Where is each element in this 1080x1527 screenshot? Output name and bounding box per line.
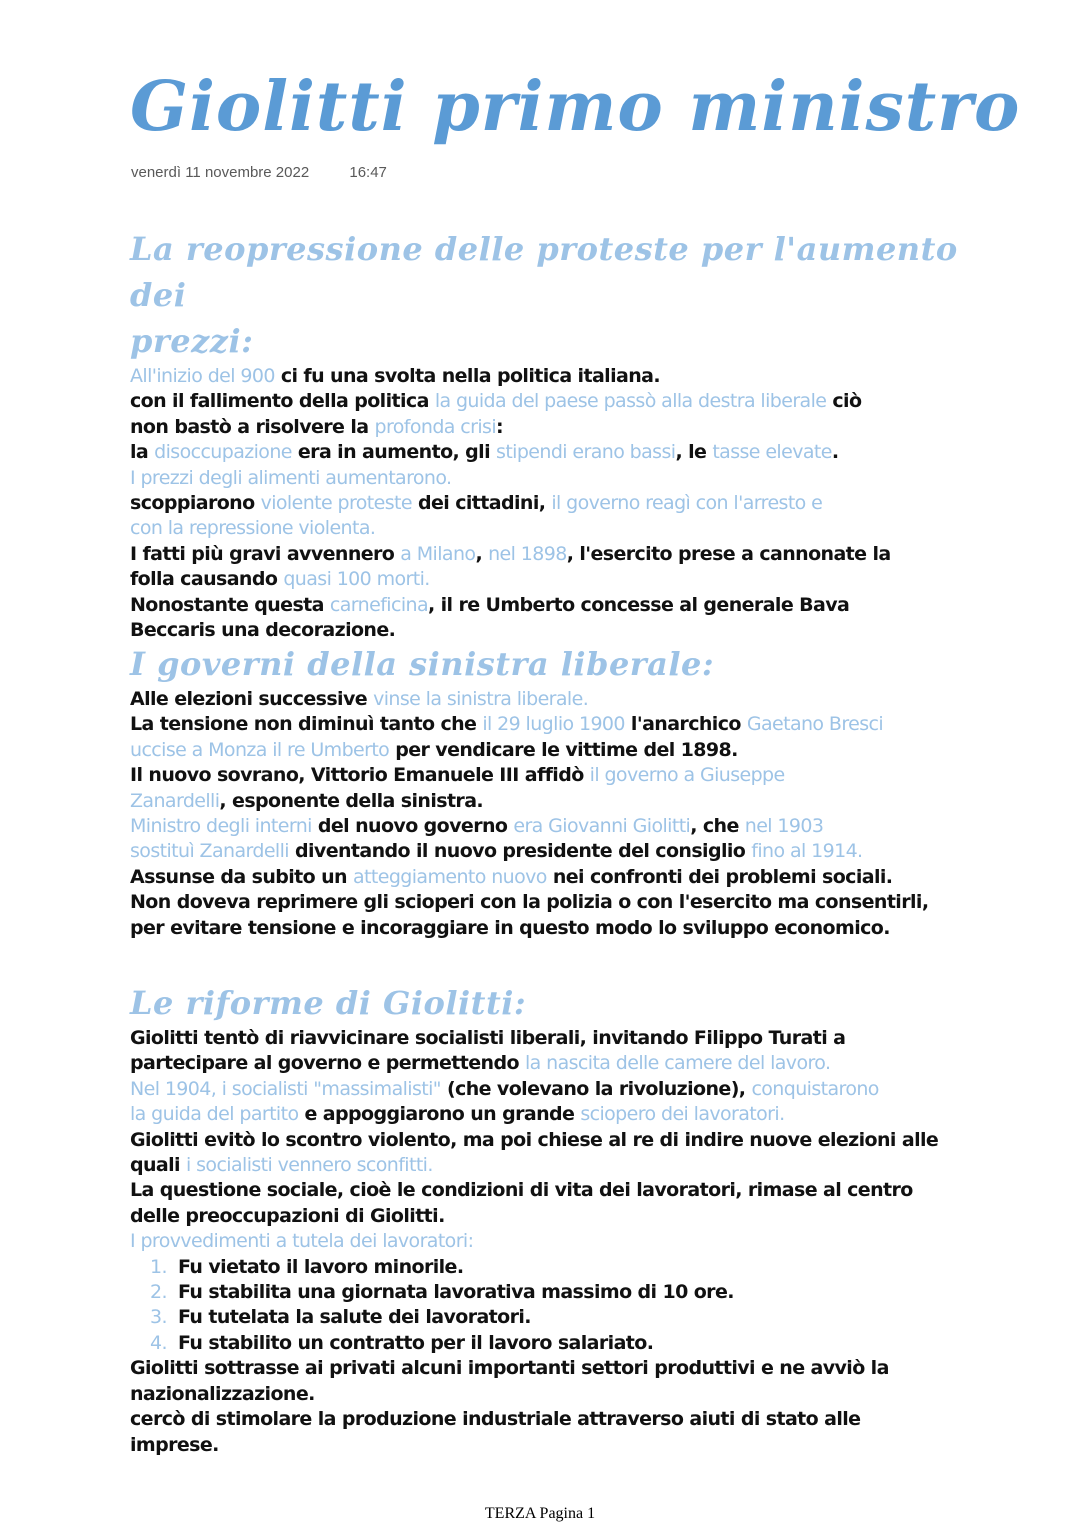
body-text: nazionalizzazione. xyxy=(130,1382,315,1405)
text-line xyxy=(130,491,1000,516)
highlight-text: Ministro degli interni xyxy=(130,815,312,838)
text-line xyxy=(130,1102,1000,1127)
body-text: per evitare tensione e incoraggiare in questo modo lo sviluppo economico. xyxy=(130,916,890,939)
highlight-text: carneficina xyxy=(329,593,428,616)
text-line xyxy=(130,1433,1000,1458)
highlight-text: il governo a Giuseppe xyxy=(589,764,785,787)
body-text: , esponente della sinistra. xyxy=(219,789,484,812)
body-text: Nonostante questa xyxy=(130,593,330,616)
section-body xyxy=(130,364,1000,643)
highlight-text: sciopero dei lavoratori. xyxy=(580,1103,785,1126)
body-text: La tensione non diminuì tanto che xyxy=(130,713,483,736)
text-line xyxy=(130,687,1000,712)
list-number: 1. xyxy=(150,1255,167,1278)
body-text: Assunse da subito un xyxy=(130,865,353,888)
body-text: l'anarchico xyxy=(624,713,747,736)
section-heading-line: La reopressione delle proteste per l'aumento dei xyxy=(130,230,958,314)
body-text: I fatti più gravi avvennero xyxy=(130,542,401,565)
text-line xyxy=(130,814,1000,839)
body-text: Giolitti evitò lo scontro violento, ma poi chiese al re di indire nuove elezioni alle xyxy=(130,1128,939,1151)
text-line xyxy=(130,1178,1000,1203)
body-text: nei confronti dei problemi sociali. xyxy=(546,865,893,888)
body-text: del nuovo governo xyxy=(311,815,514,838)
list-number: 3. xyxy=(150,1306,167,1329)
highlight-text: nel 1898 xyxy=(488,542,567,565)
highlight-text: conquistarono xyxy=(751,1077,879,1100)
body-text: con il fallimento della politica xyxy=(130,390,435,413)
section-heading: Le riforme di Giolitti: xyxy=(130,984,527,1022)
text-line xyxy=(130,1229,1000,1254)
body-text: era in aumento, gli xyxy=(291,441,497,464)
text-line xyxy=(130,364,1000,389)
body-text: La questione sociale, cioè le condizioni di vita dei lavoratori, rimase al centro xyxy=(130,1179,913,1202)
list-text: Fu tutelata la salute dei lavoratori. xyxy=(178,1306,531,1329)
list-item xyxy=(130,1280,1000,1305)
body-text: (che volevano la rivoluzione), xyxy=(440,1077,752,1100)
section-body-after xyxy=(130,1356,1000,1458)
page-time: 16:47 xyxy=(349,164,387,181)
body-text: per vendicare le vittime del 1898. xyxy=(389,738,738,761)
body-text: folla causando xyxy=(130,568,284,591)
body-text: Beccaris una decorazione. xyxy=(130,619,396,642)
list-number: 4. xyxy=(150,1331,167,1354)
text-line xyxy=(130,712,1000,737)
text-line xyxy=(130,440,1000,465)
body-text: la xyxy=(130,441,155,464)
reforms-list xyxy=(130,1255,1000,1357)
body-text: , l'esercito prese a cannonate la xyxy=(566,542,891,565)
highlight-text: i socialisti vennero sconfitti. xyxy=(186,1154,433,1177)
body-text: . xyxy=(831,441,839,464)
highlight-text: profonda crisi xyxy=(374,415,496,438)
highlight-text: Nel 1904, i socialisti "massimalisti" xyxy=(130,1077,441,1100)
highlight-text: quasi 100 morti. xyxy=(283,568,430,591)
highlight-text: stipendi erano bassi xyxy=(496,441,676,464)
text-line xyxy=(130,1382,1000,1407)
list-item xyxy=(130,1331,1000,1356)
body-text: cercò di stimolare la produzione industriale attraverso aiuti di stato alle xyxy=(130,1408,861,1431)
highlight-text: con la repressione violenta. xyxy=(130,517,376,540)
text-line xyxy=(130,865,1000,890)
body-text: Giolitti sottrasse ai privati alcuni importanti settori produttivi e ne avviò la xyxy=(130,1357,889,1380)
text-line xyxy=(130,567,1000,592)
page-footer: TERZA Pagina 1 xyxy=(484,1505,596,1522)
text-line xyxy=(130,1204,1000,1229)
text-line xyxy=(130,1153,1000,1178)
highlight-text: All'inizio del 900 xyxy=(130,365,275,387)
section-repression xyxy=(130,226,1000,643)
body-text: non bastò a risolvere la xyxy=(130,415,375,438)
highlight-text: violente proteste xyxy=(260,492,412,515)
body-text: , il re Umberto concesse al generale Bava xyxy=(427,593,850,616)
list-text: Fu vietato il lavoro minorile. xyxy=(178,1255,464,1278)
body-text: scoppiarono xyxy=(130,492,261,515)
text-line xyxy=(130,516,1000,541)
body-text: Giolitti tentò di riavvicinare socialisti liberali, invitando Filippo Turati a xyxy=(130,1027,846,1049)
body-text: , che xyxy=(690,815,745,838)
highlight-text: il governo reagì con l'arresto e xyxy=(551,492,823,515)
section-heading xyxy=(130,226,1000,364)
highlight-text: I provvedimenti a tutela dei lavoratori: xyxy=(130,1230,474,1253)
highlight-text: il 29 luglio 1900 xyxy=(482,713,625,736)
page-title: Giolitti primo ministro xyxy=(130,67,1021,147)
text-line xyxy=(130,916,1000,941)
text-line xyxy=(130,738,1000,763)
text-line xyxy=(130,763,1000,788)
highlight-text: fino al 1914. xyxy=(751,840,863,863)
text-line xyxy=(130,1356,1000,1381)
section-reforms xyxy=(130,980,1000,1458)
text-line xyxy=(130,789,1000,814)
section-left-governments xyxy=(130,641,1000,941)
body-text: ci fu una svolta nella politica italiana. xyxy=(274,365,660,387)
body-text: e appoggiarono un grande xyxy=(298,1103,581,1126)
section-heading: I governi della sinistra liberale: xyxy=(130,645,715,683)
text-line xyxy=(130,466,1000,491)
highlight-text: Gaetano Bresci xyxy=(746,713,884,736)
highlight-text: tasse elevate xyxy=(712,441,832,464)
list-text: Fu stabilita una giornata lavorativa massimo di 10 ore. xyxy=(178,1281,734,1304)
list-item xyxy=(130,1305,1000,1330)
text-line xyxy=(130,1128,1000,1153)
body-text: , xyxy=(475,542,489,565)
body-text: Alle elezioni successive xyxy=(130,688,374,710)
highlight-text: la guida del partito xyxy=(130,1103,299,1126)
text-line xyxy=(130,593,1000,618)
body-text: : xyxy=(496,415,503,438)
highlight-text: era Giovanni Giolitti xyxy=(513,815,691,838)
section-heading-line: prezzi: xyxy=(130,322,254,360)
body-text: imprese. xyxy=(130,1433,219,1456)
text-line xyxy=(130,415,1000,440)
list-item xyxy=(130,1255,1000,1280)
body-text: diventando il nuovo presidente del consiglio xyxy=(288,840,752,863)
highlight-text: la guida del paese passò alla destra liberale xyxy=(434,390,827,413)
section-body xyxy=(130,1026,1000,1255)
highlight-text: la nascita delle camere del lavoro. xyxy=(524,1052,831,1075)
page-meta xyxy=(131,164,387,181)
highlight-text: sostituì Zanardelli xyxy=(130,840,289,863)
text-line xyxy=(130,542,1000,567)
body-text: quali xyxy=(130,1154,186,1177)
highlight-text: vinse la sinistra liberale. xyxy=(373,688,589,710)
text-line xyxy=(130,1051,1000,1076)
highlight-text: disoccupazione xyxy=(154,441,292,464)
body-text: ciò xyxy=(826,390,862,413)
body-text: delle preoccupazioni di Giolitti. xyxy=(130,1204,445,1227)
text-line xyxy=(130,1077,1000,1102)
text-line xyxy=(130,1026,1000,1051)
body-text: partecipare al governo e permettendo xyxy=(130,1052,525,1075)
text-line xyxy=(130,839,1000,864)
body-text: Non doveva reprimere gli scioperi con la polizia o con l'esercito ma consentirli, xyxy=(130,891,929,914)
body-text: , le xyxy=(675,441,713,464)
text-line xyxy=(130,618,1000,643)
text-line xyxy=(130,389,1000,414)
text-line xyxy=(130,890,1000,915)
text-line xyxy=(130,1407,1000,1432)
highlight-text: uccise a Monza il re Umberto xyxy=(130,738,390,761)
highlight-text: atteggiamento nuovo xyxy=(353,865,547,888)
body-text: dei cittadini, xyxy=(411,492,552,515)
highlight-text: nel 1903 xyxy=(744,815,824,838)
list-number: 2. xyxy=(150,1281,167,1304)
page-date: venerdì 11 novembre 2022 xyxy=(131,164,310,181)
list-text: Fu stabilito un contratto per il lavoro salariato. xyxy=(178,1331,654,1354)
body-text: Il nuovo sovrano, Vittorio Emanuele III affidò xyxy=(130,764,590,787)
highlight-text: a Milano xyxy=(400,542,476,565)
section-body xyxy=(130,687,1000,941)
highlight-text: I prezzi degli alimenti aumentarono. xyxy=(130,466,452,489)
highlight-text: Zanardelli xyxy=(130,789,220,812)
